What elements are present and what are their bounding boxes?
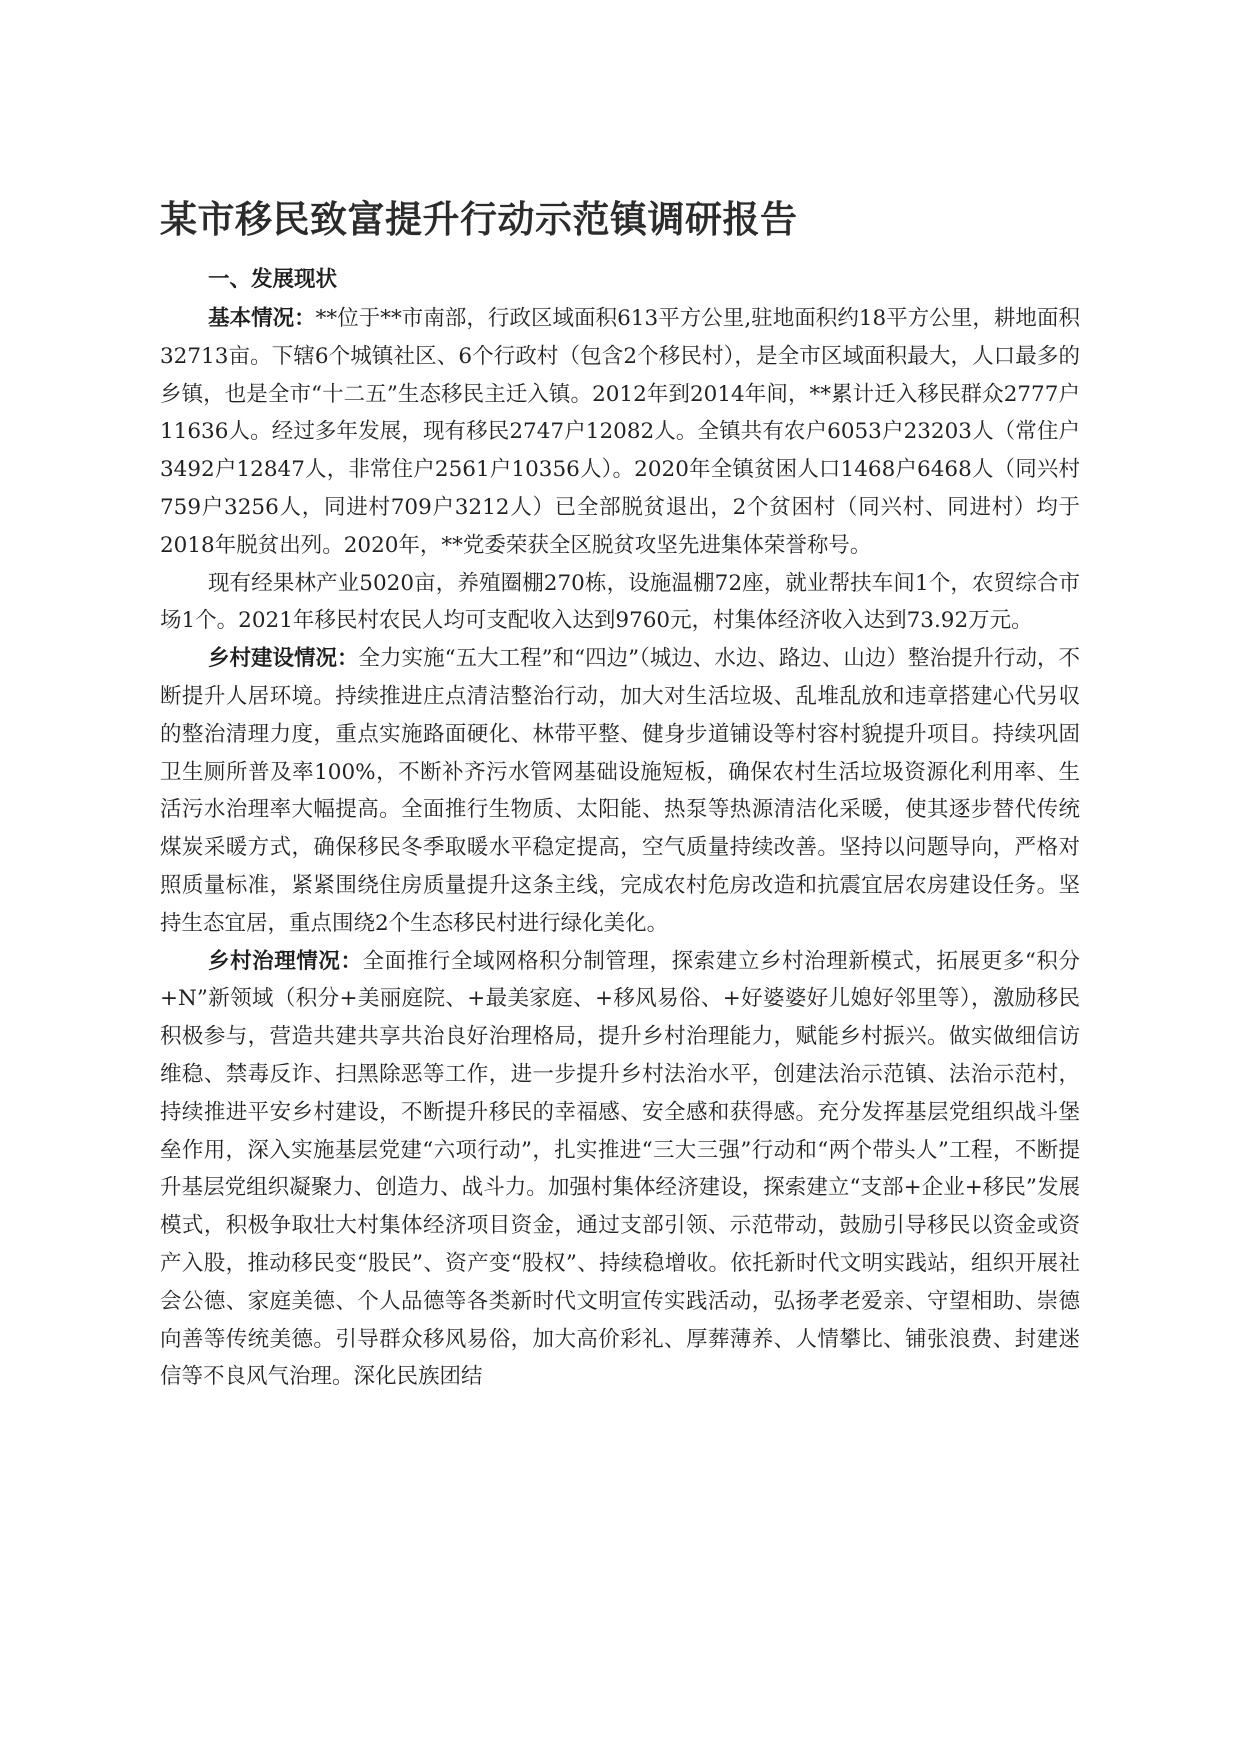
paragraph-rural-construction bbox=[160, 640, 1080, 942]
paragraph-lead: 乡村建设情况： bbox=[208, 646, 359, 672]
paragraph-lead: 乡村治理情况： bbox=[208, 948, 363, 974]
paragraph-basic-situation bbox=[160, 300, 1080, 565]
document-title: 某市移民致富提升行动示范镇调研报告 bbox=[160, 198, 798, 241]
paragraph-industry bbox=[160, 565, 1080, 641]
paragraph-text: 现有经果林产业5020亩，养殖圈棚270栋，设施温棚72座，就业帮扶车间1个，农贸综合市场1个。2021年移民村农民人均可支配收入达到9760元，村集体经济收入达到73.92万元。 bbox=[160, 570, 1080, 634]
document-body bbox=[160, 196, 1080, 1396]
paragraph-text: 全面推行全域网格积分制管理，探索建立乡村治理新模式，拓展更多“积分+N”新领域（积分+美丽庭院、+最美家庭、+移风易俗、+好婆婆好儿媳好邻里等），激励移民积极参与，营造共建共享共治良好治理格局，提升乡村治理能力，赋能乡村振兴。做实做细信访维稳、禁毒反诈、扫黑除恶等工作，进一步提升乡村法治水平，创建法治示范镇、法治示范村，持续推进平安乡村建设，不断提升移民的幸福感、安全感和获得感。充分发挥基层党组织战斗堡垒作用，深入实施基层党建“六项行动”，扎实推进“三大三强”行动和“两个带头人”工程，不断提升基层党组织凝聚力、创造力、战斗力。加强村集体经济建设，探索建立“支部+企业+移民”发展模式，积极争取壮大村集体经济项目资金，通过支部引领、示范带动，鼓励引导移民以资金或资产入股，推动移民变“股民”、资产变“股权”、持续稳增收。依托新时代文明实践站，组织开展社会公德、家庭美德、个人品德等各类新时代文明宣传实践活动，弘扬孝老爱亲、守望相助、崇德向善等传统美德。引导群众移风易俗，加大高价彩礼、厚葬薄养、人情攀比、铺张浪费、封建迷信等不良风气治理。深化民族团结 bbox=[160, 948, 1080, 1390]
paragraph-text: **位于**市南部，行政区域面积613平方公里,驻地面积约18平方公里，耕地面积32713亩。下辖6个城镇社区、6个行政村（包含2个移民村），是全市区域面积最大，人口最多的乡镇，也是全市“十二五”生态移民主迁入镇。2012年到2014年间，**累计迁入移民群众2777户11636人。经过多年发展，现有移民2747户12082人。全镇共有农户6053户23203人（常住户3492户12847人，非常住户2561户10356人）。2020年全镇贫困人口1468户6468人（同兴村759户3256人，同进村709户3212人）已全部脱贫退出，2个贫困村（同兴村、同进村）均于2018年脱贫出列。2020年，**党委荣获全区脱贫攻坚先进集体荣誉称号。 bbox=[160, 306, 1080, 558]
paragraph-text: 全力实施“五大工程”和“四边”（城边、水边、路边、山边）整治提升行动，不断提升人居环境。持续推进庄点清洁整治行动，加大对生活垃圾、乱堆乱放和违章搭建心代另収的整治清理力度，重点实施路面硬化、林带平整、健身步道铺设等村容村貌提升项目。持续巩固卫生厕所普及率100%，不断补齐污水管网基础设施短板，确保农村生活垃圾资源化利用率、生活污水治理率大幅提高。全面推行生物质、太阳能、热泵等热源清洁化采暖，使其逐步替代传统煤炭采暖方式，确保移民冬季取暖水平稳定提高，空气质量持续改善。坚持以问题导向，严格对照质量标准，紧紧围绕住房质量提升这条主线，完成农村危房改造和抗震宜居农房建设任务。坚持生态宜居，重点围绕2个生态移民村进行绿化美化。 bbox=[160, 646, 1080, 936]
paragraph-rural-governance bbox=[160, 943, 1080, 1397]
section-heading: 一、发展现状 bbox=[208, 267, 338, 292]
paragraph-lead: 基本情况： bbox=[208, 306, 316, 331]
